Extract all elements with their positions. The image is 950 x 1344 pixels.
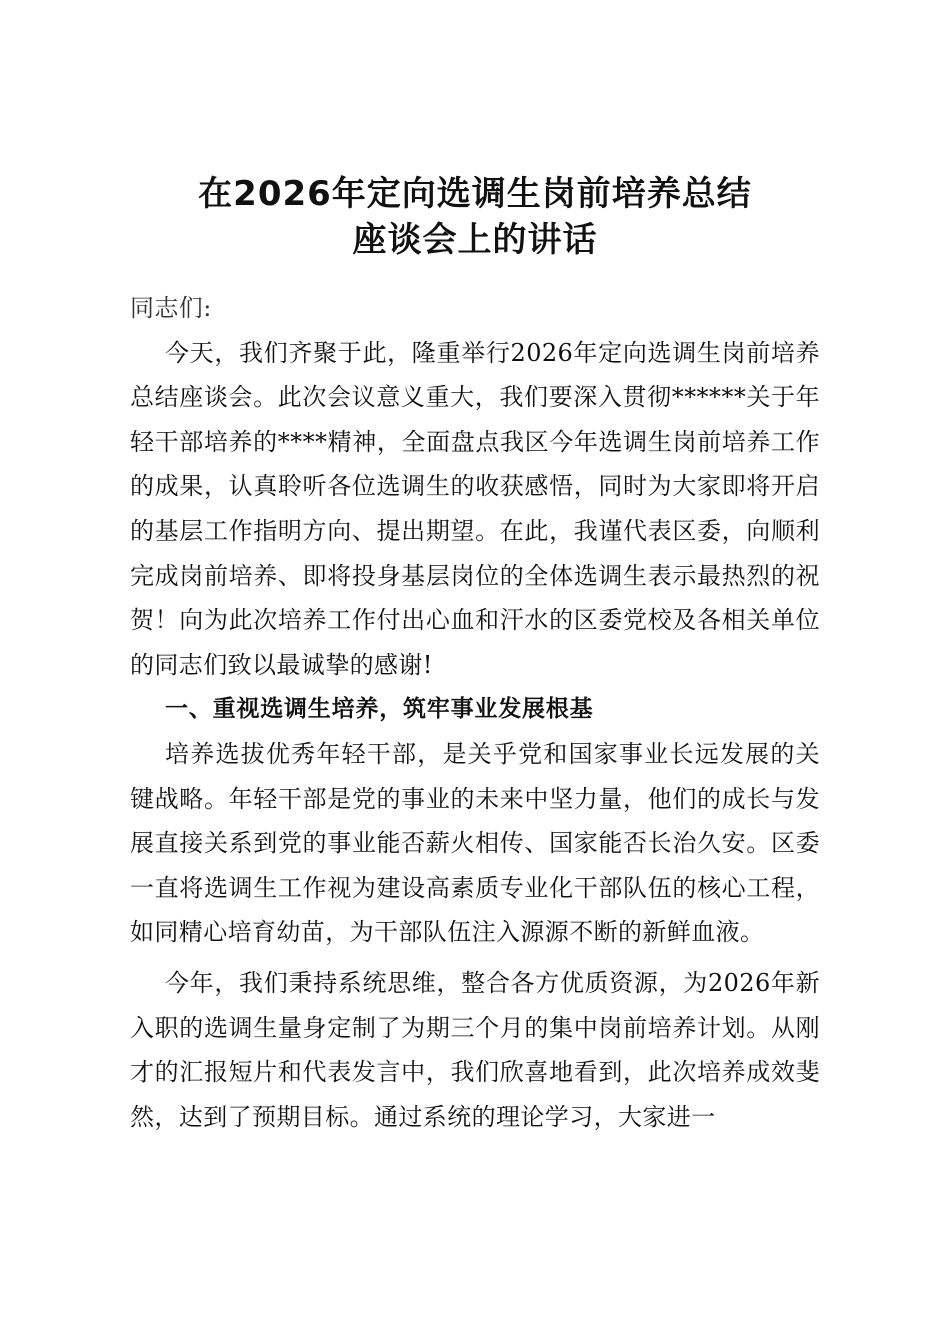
salutation: 同志们: bbox=[130, 294, 212, 322]
paragraph-opening: 今天，我们齐聚于此，隆重举行2026年定向选调生岗前培养总结座谈会。此次会议意义重大，我们要深入贯彻******关于年轻干部培养的****精神，全面盘点我区今年选调生岗前培养工作的成果，认真聆听各位选调生的收获感悟，同时为大家即将开启的基层工作指明方向、提出期望。在此，我谨代表区委，向顺利完成岗前培养、即将投身基层岗位的全体选调生表示最热烈的祝贺！向为此次培养工作付出心血和汗水的区委党校及各相关单位的同志们致以最诚挚的感谢! bbox=[130, 338, 820, 679]
document-title-line-2: 座谈会上的讲话 bbox=[352, 220, 598, 260]
paragraph-section1-a: 培养选拔优秀年轻干部，是关乎党和国家事业长远发展的关键战略。年轻干部是党的事业的未来中坚力量，他们的成长与发展直接关系到党的事业能否薪火相传、国家能否长治久安。区委一直将选调生工作视为建设高素质专业化干部队伍的核心工程，如同精心培育幼苗，为干部队伍注入源源不断的新鲜血液。 bbox=[130, 739, 820, 947]
document-body bbox=[130, 286, 820, 1139]
document-title-line-1: 在2026年定向选调生岗前培养总结 bbox=[198, 174, 752, 214]
section-heading-1: 一、重视选调生培养，筑牢事业发展根基 bbox=[165, 696, 594, 723]
paragraph-section1-b: 今年，我们秉持系统思维，整合各方优质资源，为2026年新入职的选调生量身定制了为期三个月的集中岗前培养计划。从刚才的汇报短片和代表发言中，我们欣喜地看到，此次培养成效斐然，达到了预期目标。通过系统的理论学习，大家进一 bbox=[130, 968, 820, 1131]
